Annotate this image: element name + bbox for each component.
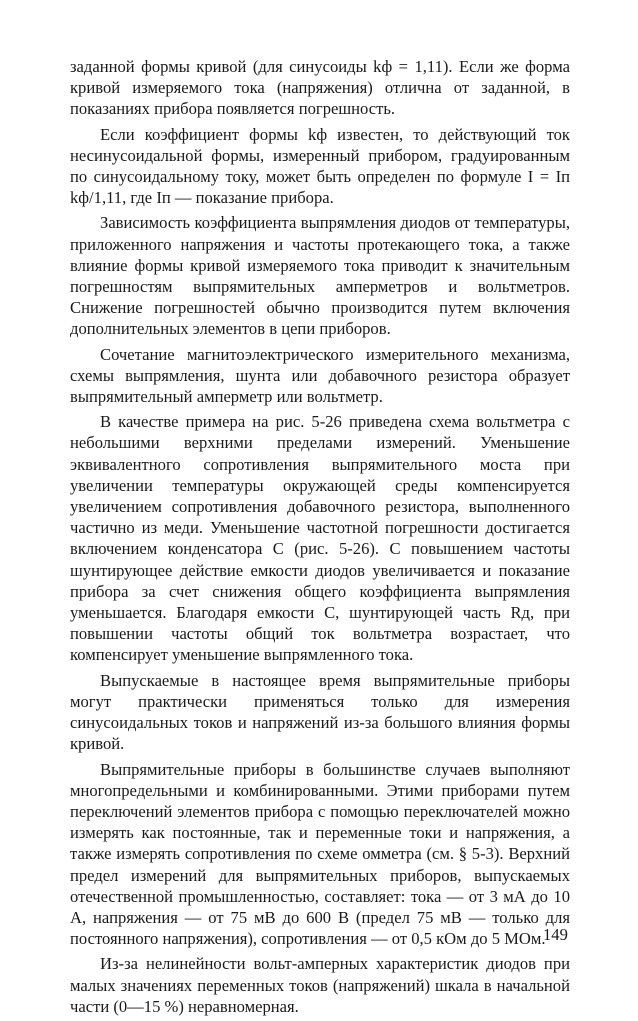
paragraph-8: Из-за нелинейности вольт-амперных характеристик диодов при малых значениях переменных токов (напряжений) шкала в начальной части (0—15 %) неравномерная.: [70, 954, 570, 1016]
paragraph-5: В качестве примера на рис. 5-26 приведена схема вольтметра с небольшими верхними пределами измерений. Уменьшение эквивалентного сопротивления выпрямительного моста при увеличении температуры окружающей среды компенсируется увеличением сопротивления добавочного резистора, выполненного частично из меди. Уменьшение частотной погрешности достигается включением конденсатора C (рис. 5-26). С повышением частоты шунтирующее действие емкости диодов увеличивается и показание прибора за счет снижения общего коэффициента выпрямления уменьшается. Благодаря емкости C, шунтирующей часть Rд, при повышении частоты общий ток вольтметра возрастает, что компенсирует уменьшение выпрямленного тока.: [70, 412, 570, 665]
paragraph-6: Выпускаемые в настоящее время выпрямительные приборы могут практически применяться только для измерения синусоидальных токов и напряжений из-за большого влияния формы кривой.: [70, 670, 570, 754]
paragraph-2: Если коэффициент формы kф известен, то действующий ток несинусоидальной формы, измеренный прибором, градуированным по синусоидальному току, может быть определен по формуле I = Iп kф/1,11, где Iп — показание прибора.: [70, 124, 570, 208]
paragraph-7: Выпрямительные приборы в большинстве случаев выполняют многопредельными и комбинированными. Этими приборами путем переключений элементов прибора с помощью переключателей можно измерять как постоянные, так и переменные токи и напряжения, а также измерять сопротивления по схеме омметра (см. § 5-3). Верхний предел измерений для выпрямительных приборов, выпускаемых отечественной промышленностью, составляет: тока — от 3 мА до 10 А, напряжения — от 75 мВ до 600 В (предел 75 мВ — только для постоянного напряжения), сопротивления — от 0,5 кОм до 5 МОм.: [70, 759, 570, 949]
paragraph-1: заданной формы кривой (для синусоиды kф = 1,11). Если же форма кривой измеряемого тока (напряжения) отлична от заданной, в показаниях прибора появляется погрешность.: [70, 57, 570, 119]
paragraph-4: Сочетание магнитоэлектрического измерительного механизма, схемы выпрямления, шунта или добавочного резистора образует выпрямительный амперметр или вольтметр.: [70, 344, 570, 407]
page-number: 149: [543, 925, 568, 944]
page-body: [70, 56, 570, 1021]
paragraph-3: Зависимость коэффициента выпрямления диодов от температуры, приложенного напряжения и частоты протекающего тока, а также влияние формы кривой измеряемого тока приводит к значительным погрешностям выпрямительных амперметров и вольтметров. Снижение погрешностей обычно производится путем включения дополнительных элементов в цепи приборов.: [70, 213, 570, 339]
